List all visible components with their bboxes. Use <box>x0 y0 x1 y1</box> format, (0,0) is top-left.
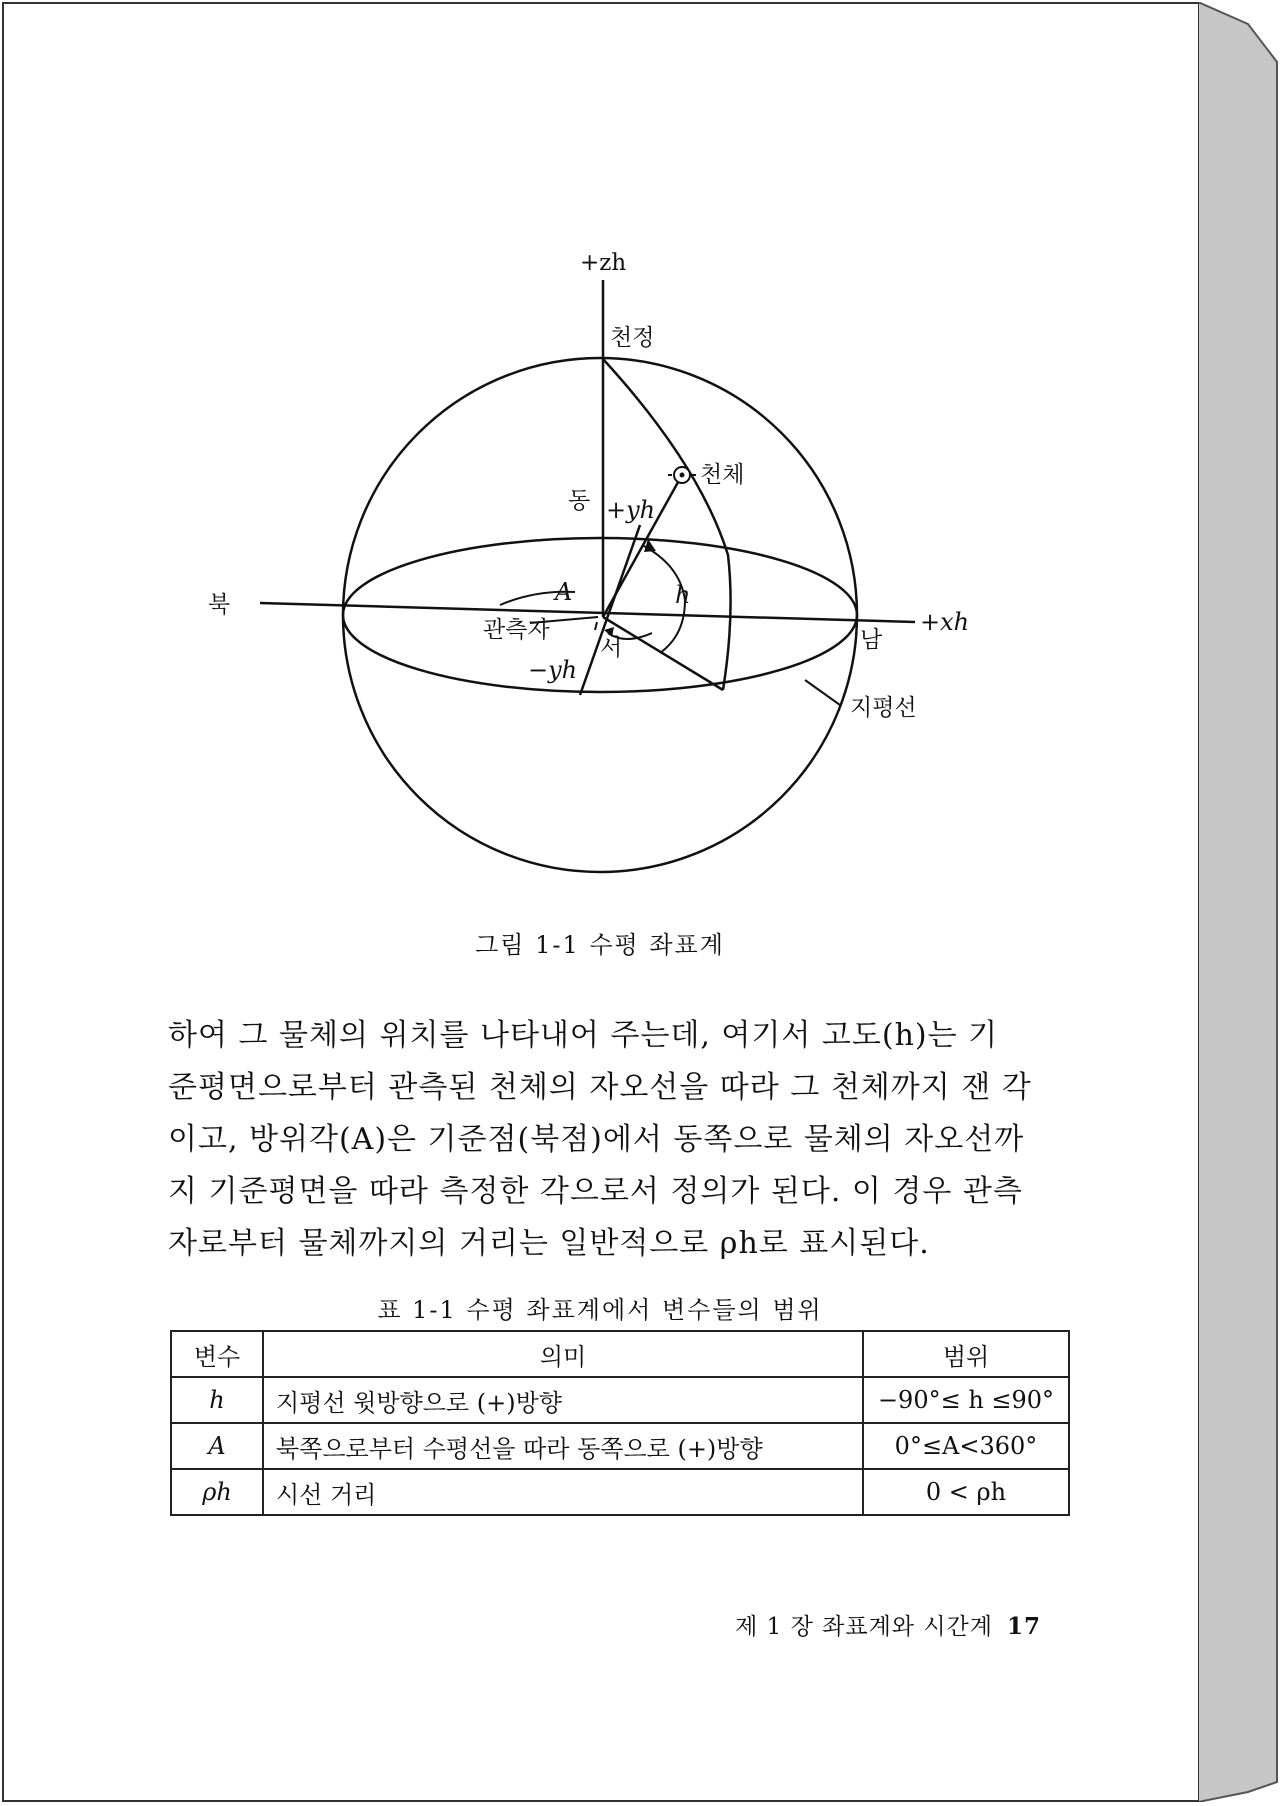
book-spine <box>1198 2 1279 1802</box>
cell-range: 0 < ρh <box>863 1469 1069 1515</box>
zenith-label: 천정 <box>610 325 655 351</box>
page-footer <box>735 1608 1041 1641</box>
header-variable: 변수 <box>171 1331 263 1377</box>
chapter-title: 제 1 장 좌표계와 시간계 <box>735 1614 993 1640</box>
cell-meaning: 시선 거리 <box>263 1469 863 1515</box>
yh-axis <box>580 525 640 695</box>
body-line: 지 기준평면을 따라 측정한 각으로서 정의가 된다. 이 경우 관측 <box>168 1174 1023 1209</box>
body-paragraph <box>168 1010 1073 1270</box>
table-caption: 표 1-1 수평 좌표계에서 변수들의 범위 <box>377 1296 823 1324</box>
figure-caption: 그림 1-1 수평 좌표계 <box>475 931 725 959</box>
north-label: 북 <box>208 592 231 618</box>
page-number: 17 <box>1006 1613 1041 1640</box>
observer-label: 관측자 <box>483 617 550 643</box>
header-meaning: 의미 <box>263 1331 863 1377</box>
table-header-row <box>171 1331 1069 1377</box>
cell-meaning: 지평선 윗방향으로 (+)방향 <box>263 1377 863 1423</box>
horizon-pointer <box>805 680 840 705</box>
celestial-sphere <box>343 358 857 872</box>
body-line: 이고, 방위각(A)은 기준점(북점)에서 동쪽으로 물체의 자오선까 <box>168 1122 1025 1157</box>
yh-minus-label: −yh <box>528 656 578 684</box>
cell-variable: A <box>171 1423 263 1469</box>
azimuth-label: A <box>555 578 573 606</box>
cell-range: 0°≤A<360° <box>863 1423 1069 1469</box>
west-label: 서 <box>600 635 623 661</box>
west-pointer <box>595 622 597 630</box>
variable-range-table <box>170 1330 1070 1516</box>
cell-variable: ρh <box>171 1469 263 1515</box>
celestial-object-label: 천체 <box>700 462 745 488</box>
table-row <box>171 1377 1069 1423</box>
xh-axis <box>260 603 915 622</box>
zh-label: +zh <box>580 250 627 276</box>
table-row <box>171 1423 1069 1469</box>
header-range: 범위 <box>863 1331 1069 1377</box>
body-line: 자로부터 물체까지의 거리는 일반적으로 ρh로 표시된다. <box>168 1226 930 1261</box>
horizon-label: 지평선 <box>850 695 917 721</box>
cell-meaning: 북쪽으로부터 수평선을 따라 동쪽으로 (+)방향 <box>263 1423 863 1469</box>
body-line: 하여 그 물체의 위치를 나타내어 주는데, 여기서 고도(h)는 기 <box>168 1018 999 1053</box>
body-line: 준평면으로부터 관측된 천체의 자오선을 따라 그 천체까지 잰 각 <box>168 1070 1032 1105</box>
table-row <box>171 1469 1069 1515</box>
altitude-label: h <box>675 581 691 609</box>
yh-plus-label: +yh <box>606 496 656 524</box>
horizon-ellipse <box>343 538 857 692</box>
horizontal-coordinate-figure <box>200 235 1030 905</box>
east-label: 동 <box>568 488 591 514</box>
south-label: 남 <box>860 627 883 653</box>
xh-plus-label: +xh <box>920 608 970 636</box>
cell-range: −90°≤ h ≤90° <box>863 1377 1069 1423</box>
cell-variable: h <box>171 1377 263 1423</box>
celestial-sphere-diagram <box>200 235 1030 905</box>
